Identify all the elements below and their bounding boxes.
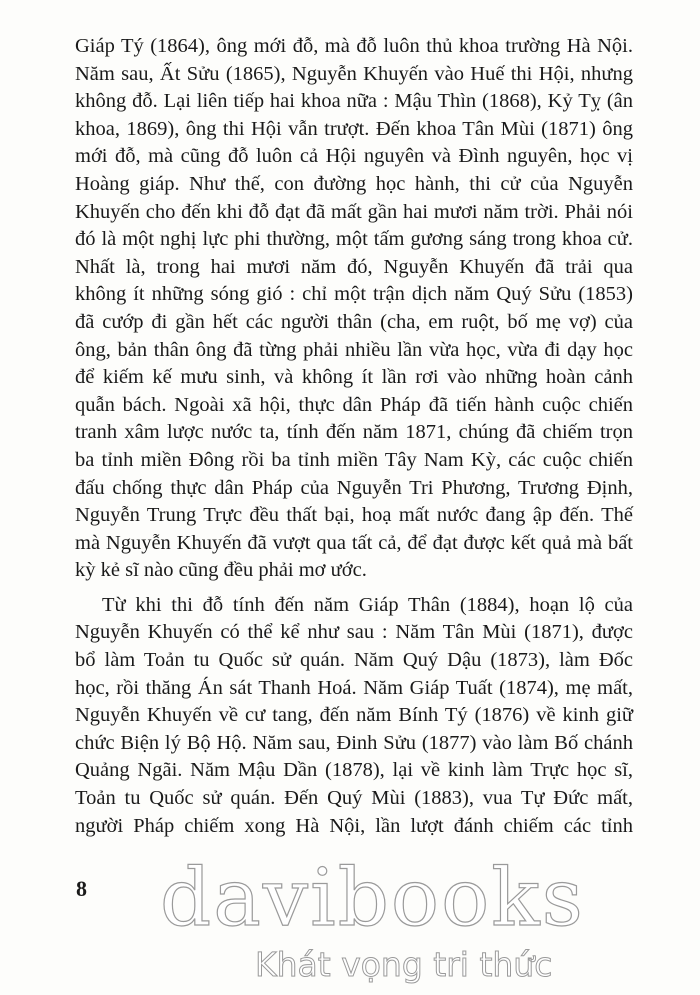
text-line: Nguyễn Khuyến có thể kể như sau : Năm Tân Mùi (1871), được (75, 621, 633, 644)
text-line: Từ khi thi đỗ tính đến năm Giáp Thân (1884), hoạn lộ của (102, 593, 633, 616)
text-line: Nhất là, trong hai mươi năm đó, Nguyễn Khuyến đã trải qua (75, 255, 633, 278)
body-text (75, 33, 633, 840)
watermark-tagline: Khát vọng tri thức (255, 945, 553, 984)
page-number: 8 (76, 876, 87, 901)
text-line: ông, bản thân ông đã từng phải nhiều lần vừa học, vừa đi dạy học (75, 338, 633, 361)
text-line: Nguyễn Khuyến về cư tang, đến năm Bính Tý (1876) về kinh giữ (75, 704, 633, 727)
text-line: để kiếm kế mưu sinh, và không ít lần rơi vào những hoàn cảnh (75, 366, 633, 389)
text-line: Quảng Ngãi. Năm Mậu Dần (1878), lại về kinh làm Trực học sĩ, (75, 759, 633, 782)
text-line: không ít những sóng gió : chỉ một trận dịch năm Quý Sửu (1853) (75, 283, 633, 306)
text-line: không đỗ. Lại liên tiếp hai khoa nữa : Mậu Thìn (1868), Kỷ Tỵ (ân (75, 90, 633, 113)
text-line: Toản tu Quốc sử quán. Đến Quý Mùi (1883), vua Tự Đức mất, (75, 787, 633, 810)
text-line: Năm sau, Ất Sửu (1865), Nguyễn Khuyến vào Huế thi Hội, nhưng (75, 62, 633, 85)
text-line: học, rồi thăng Án sát Thanh Hoá. Năm Giáp Tuất (1874), mẹ mất, (75, 676, 633, 699)
text-line: tranh xâm lược nước ta, tính đến năm 1871, chúng đã chiếm trọn (75, 421, 633, 444)
text-line: khoa, 1869), ông thi Hội vẫn trượt. Đến khoa Tân Mùi (1871) ông (75, 117, 633, 140)
watermark-logo: davibooks (160, 851, 585, 944)
text-line: đã cướp đi gần hết các người thân (cha, em ruột, bố mẹ vợ) của (75, 310, 633, 333)
text-line: đấu chống thực dân Pháp của Nguyễn Tri Phương, Trương Định, (75, 476, 633, 499)
text-line: kỳ kẻ sĩ nào cũng đều phải mơ ước. (75, 559, 367, 582)
text-line: quẫn bách. Ngoài xã hội, thực dân Pháp đã tiến hành cuộc chiến (75, 393, 633, 416)
text-line: Khuyến cho đến khi đỗ đạt đã mất gần hai mươi năm trời. Phải nói (75, 200, 633, 223)
text-line: ba tỉnh miền Đông rồi ba tỉnh miền Tây Nam Kỳ, các cuộc chiến (75, 448, 633, 471)
text-line: Hoàng giáp. Như thế, con đường học hành, thi cử của Nguyễn (75, 172, 633, 195)
text-line: đó là một nghị lực phi thường, một tấm gương sáng trong khoa cử. (75, 228, 633, 251)
text-line: mà Nguyễn Khuyến đã vượt qua tất cả, để đạt được kết quả mà bất (75, 531, 633, 554)
text-line: bổ làm Toản tu Quốc sử quán. Năm Quý Dậu (1873), làm Đốc (75, 649, 633, 672)
paragraph (75, 592, 633, 840)
text-line: chức Biện lý Bộ Hộ. Năm sau, Đinh Sửu (1877) vào làm Bố chánh (75, 731, 633, 754)
text-line: mới đỗ, mà cũng đỗ luôn cả Hội nguyên và Đình nguyên, học vị (75, 145, 633, 168)
paragraph (75, 33, 633, 585)
text-line: Nguyễn Trung Trực đều thất bại, hoạ mất nước đang ập đến. Thế (75, 504, 633, 527)
text-line: người Pháp chiếm xong Hà Nội, lần lượt đánh chiếm các tỉnh (75, 814, 633, 837)
text-line: Giáp Tý (1864), ông mới đỗ, mà đỗ luôn thủ khoa trường Hà Nội. (75, 35, 633, 57)
